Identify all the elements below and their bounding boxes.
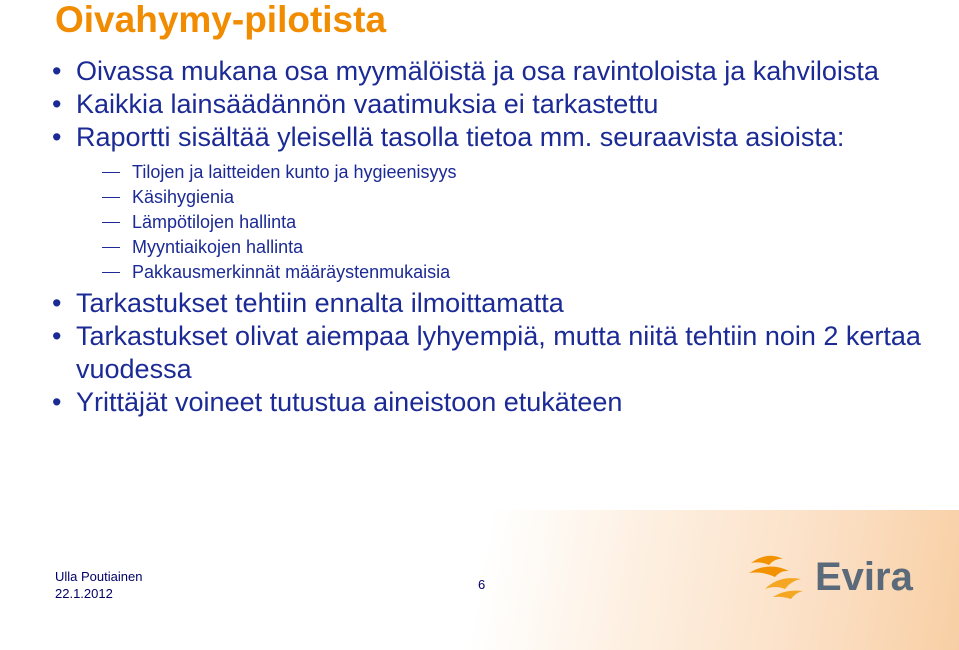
dash-marker bbox=[102, 197, 120, 198]
bullet-glyph: • bbox=[52, 321, 62, 351]
bullet-text: Yrittäjät voineet tutustua aineistoon etukäteen bbox=[76, 387, 623, 417]
bullet-text: Tarkastukset olivat aiempaa lyhyempiä, mutta niitä tehtiin noin 2 kertaa vuodessa bbox=[76, 321, 921, 384]
dash-marker bbox=[102, 222, 120, 223]
bullet-item bbox=[48, 386, 948, 419]
footer-author: Ulla Poutiainen bbox=[55, 569, 143, 584]
sub-item bbox=[48, 235, 948, 260]
sub-item-text: Lämpötilojen hallinta bbox=[132, 212, 297, 232]
bullet-text: Raportti sisältää yleisellä tasolla tietoa mm. seuraavista asioista: bbox=[76, 122, 845, 152]
evira-logo bbox=[745, 545, 925, 605]
bullet-glyph: • bbox=[52, 387, 62, 417]
sub-item bbox=[48, 185, 948, 210]
bullet-text: Tarkastukset tehtiin ennalta ilmoittamatta bbox=[76, 288, 564, 318]
sub-item bbox=[48, 160, 948, 185]
page-number: 6 bbox=[478, 577, 486, 592]
dash-marker bbox=[102, 172, 120, 173]
bullet-item bbox=[48, 287, 948, 320]
bullet-glyph: • bbox=[52, 288, 62, 318]
bullet-item bbox=[48, 88, 948, 121]
bullet-item bbox=[48, 320, 948, 386]
sub-item-text: Käsihygienia bbox=[132, 187, 235, 207]
sub-item bbox=[48, 260, 948, 285]
slide-title: Oivahymy-pilotista bbox=[55, 0, 387, 40]
bullet-text: Oivassa mukana osa myymälöistä ja osa ravintoloista ja kahviloista bbox=[76, 56, 879, 86]
sub-item-text: Pakkausmerkinnät määräystenmukaisia bbox=[132, 262, 451, 282]
evira-sun-logo-icon bbox=[745, 545, 817, 605]
footer-date: 22.1.2012 bbox=[55, 586, 113, 601]
sub-item bbox=[48, 210, 948, 235]
bullet-text: Kaikkia lainsäädännön vaatimuksia ei tarkastettu bbox=[76, 89, 659, 119]
bullet-item bbox=[48, 121, 948, 154]
slide-content bbox=[48, 55, 948, 419]
bullet-glyph: • bbox=[52, 56, 62, 86]
sub-list bbox=[48, 154, 948, 287]
dash-marker bbox=[102, 247, 120, 248]
sub-item-text: Tilojen ja laitteiden kunto ja hygieenisyys bbox=[132, 162, 457, 182]
sub-item-text: Myyntiaikojen hallinta bbox=[132, 237, 304, 257]
bullet-glyph: • bbox=[52, 89, 62, 119]
bullet-item bbox=[48, 55, 948, 88]
logo-wordmark: Evira bbox=[815, 555, 913, 599]
dash-marker bbox=[102, 272, 120, 273]
bullet-glyph: • bbox=[52, 122, 62, 152]
